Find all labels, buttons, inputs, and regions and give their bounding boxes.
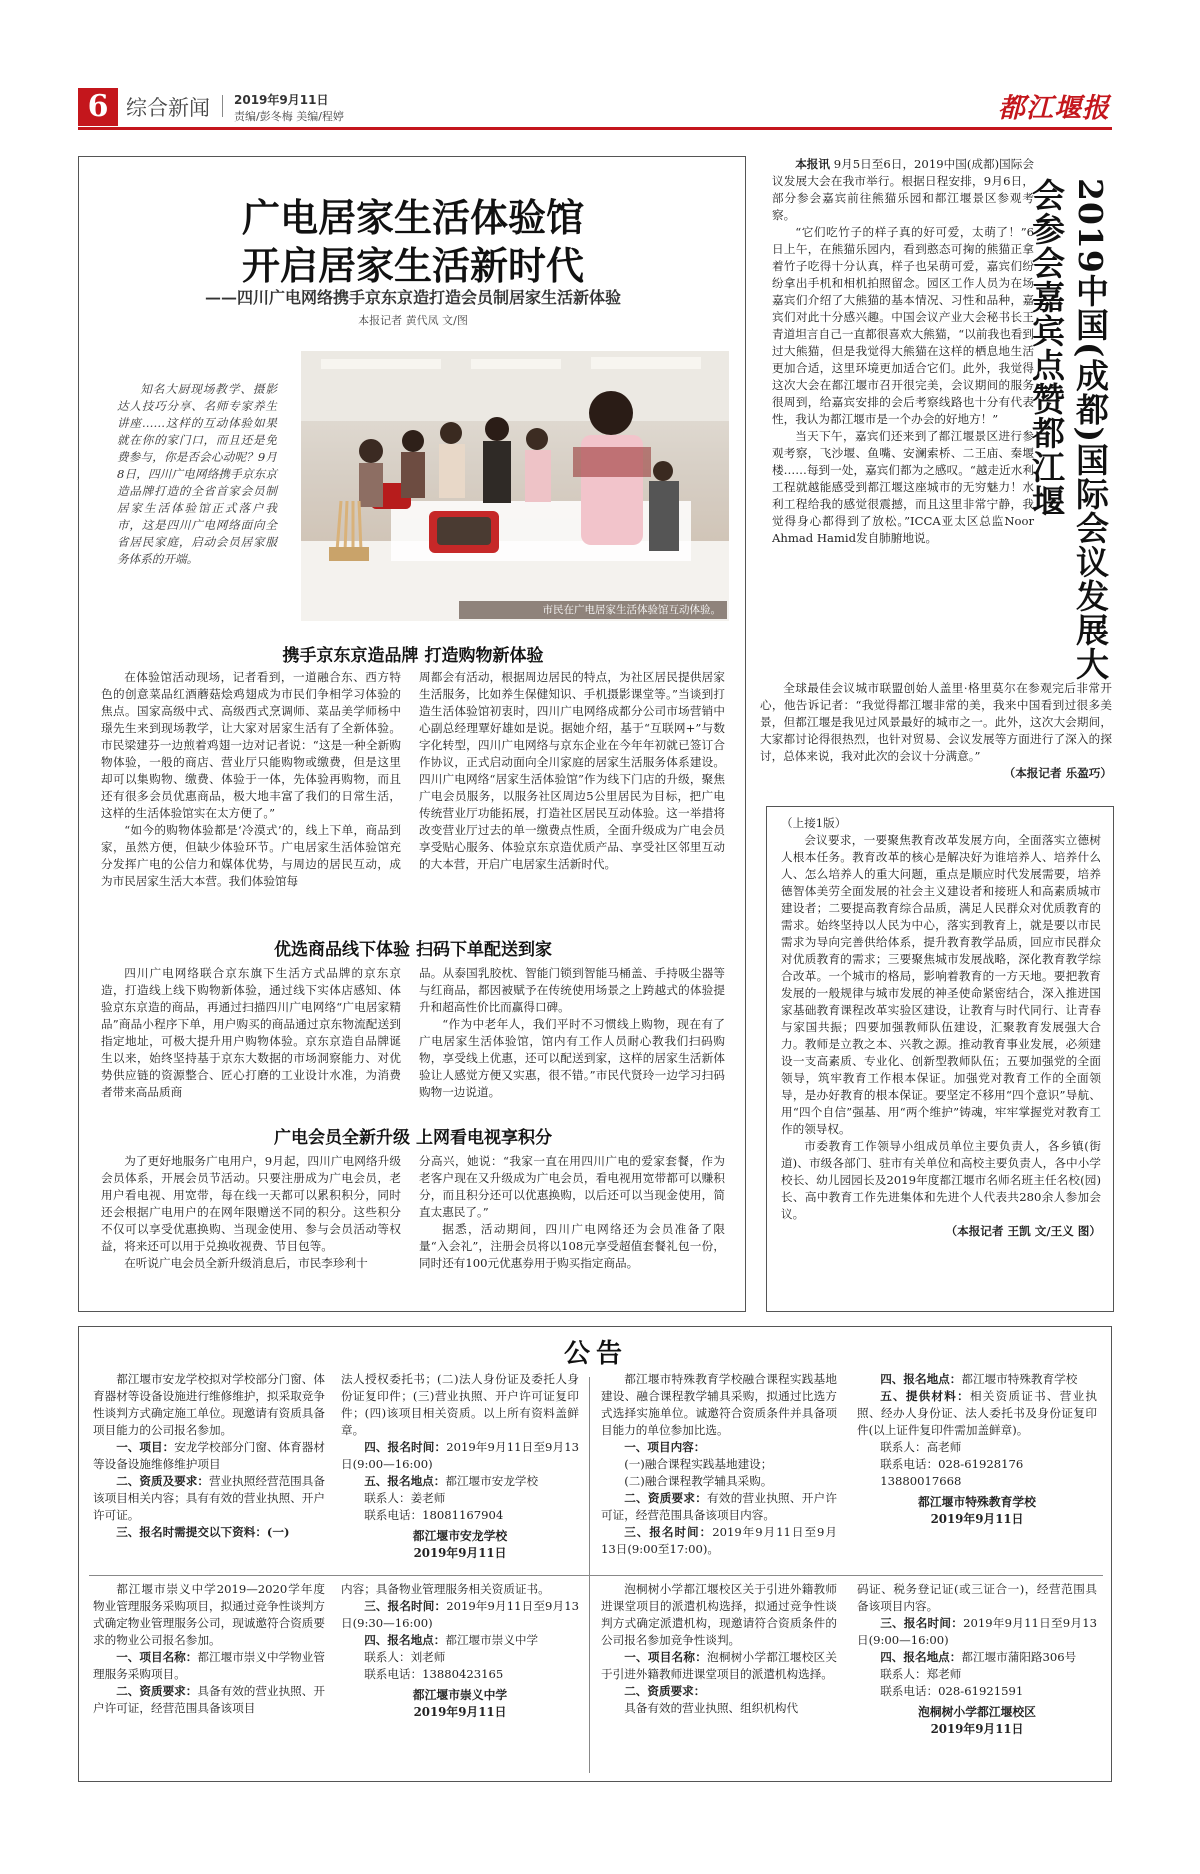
paragraph: 品。从泰国乳胶枕、智能门锁到智能马桶盖、手持吸尘器等与红商品，都因被赋予在传统使用场景之上跨越式的体验提升和超高性价比而赢得口碑。: [419, 966, 725, 1014]
notice-text: 13880017668: [880, 1474, 962, 1488]
notice-line: [341, 1490, 579, 1507]
notice-line: [857, 1388, 1097, 1439]
notice-column: [601, 1371, 837, 1558]
notice-text: 联系电话：028-61921591: [880, 1684, 1024, 1698]
notice-label: 四、报名地点：: [880, 1650, 962, 1664]
notice-signature: 泡桐树小学都江堰校区: [918, 1705, 1036, 1719]
notice-text: 泡桐树小学都江堰校区关于引进外籍教师进课堂项目的派遣机构选择，拟通过竞争性谈判方式确定派遣机构，现邀请符合资质条件的公司报名参加竞争性谈判。: [601, 1582, 837, 1647]
notice-line: [601, 1649, 837, 1683]
notice-text: 内容；具备物业管理服务相关资质证书。: [341, 1582, 550, 1596]
lead-paragraph: [117, 381, 277, 568]
paragraph: 在听说广电会员全新升级消息后，市民李珍利十: [124, 1256, 368, 1270]
page-number: 6: [78, 88, 118, 126]
section-name: 综合新闻: [126, 96, 210, 120]
main-photo: [301, 351, 729, 621]
notice-line: [93, 1581, 325, 1649]
paragraph: 当天下午，嘉宾们还来到了都江堰景区进行参观考察，飞沙堰、鱼嘴、安澜索桥、二王庙、秦堰楼……每到一处，嘉宾们都为之感叹。“越走近水利工程就越能感受到都江堰这座城市的无穷魅力！水利工程给我的感觉很震撼，而且这里非常宁静，我觉得身心都得到了放松。”ICCA亚太区总监Noor Ahmad Hamid发自肺腑地说。: [772, 429, 1034, 545]
notice-text: 联系电话：13880423165: [364, 1667, 504, 1681]
notice-line: [93, 1683, 325, 1717]
education-body: [781, 815, 1101, 1240]
paragraph: 9月5日至6日，2019中国(成都)国际会议发展大会在我市举行。根据日程安排，9月6日，部分参会嘉宾前往熊猫乐园和都江堰景区参观考察。: [772, 157, 1034, 222]
notice-date: 2019年9月11日: [413, 1546, 507, 1560]
notice-text: 码证、税务登记证(或三证合一)，经营范围具备该项目内容。: [857, 1582, 1097, 1613]
notice-column: [341, 1371, 579, 1562]
notice-column: [601, 1581, 837, 1717]
main-subtitle: ——四川广电网络携手京东京造打造会员制居家生活新体验: [204, 288, 621, 307]
notice-date: 2019年9月11日: [930, 1722, 1024, 1736]
notice-text: 都江堰市安龙学校: [445, 1474, 539, 1488]
notice-text: 2019年9月11日至9月13日(9:00—16:00): [341, 1440, 579, 1471]
notice-line: [93, 1371, 325, 1439]
notice-line: [601, 1371, 837, 1439]
notice-label: 二、资质要求：: [624, 1491, 708, 1505]
notice-line: [341, 1598, 579, 1632]
notice-line: [601, 1473, 837, 1490]
paragraph: 市委教育工作领导小组成员单位主要负责人，各乡镇(街道)、市级各部门、驻市有关单位和高校主要负责人，各中小学校长、幼儿园园长及2019年度都江堰市名师名班主任名校(园)长、高中教育工作先进集体和先进个人代表共280余人参加会议。: [781, 1139, 1101, 1221]
notice-label: 三、报名时间：: [880, 1616, 964, 1630]
notice-label: 二、资质要求：: [624, 1684, 706, 1698]
notice-text: 具备有效的营业执照、组织机构代: [624, 1701, 799, 1715]
lead-text: 知名大厨现场教学、摄影达人技巧分享、名师专家养生讲座……这样的互动体验如果就在你的家门口，而且还是免费参与，你是否会心动呢？9月8日，四川广电网络携手京东京造品牌打造的全省首家会员制居家生活体验馆正式落户我市，这是四川广电网络面向全省居民家庭，启动会员居家服务体系的开端。: [117, 382, 277, 566]
notice-label: 一、项目：: [116, 1440, 175, 1454]
notice-line: [857, 1371, 1097, 1388]
notice-text: 都江堰市崇义中学: [445, 1633, 539, 1647]
section2-right-column: [419, 965, 725, 1101]
notice-column: [341, 1581, 579, 1721]
notice-title: 公告: [563, 1339, 628, 1369]
paragraph: “如今的购物体验都是‘冷漠式’的，线上下单，商品到家，虽然方便，但缺少体验环节。广电居家生活体验馆充分发挥广电的公信力和媒体优势，与周边的居民互动，成为市民居家生活大本营。我们体验馆每: [101, 823, 401, 888]
section1-left-column: [101, 669, 401, 890]
notice-line: [857, 1473, 1097, 1490]
notice-text: 都江堰市安龙学校拟对学校部分门窗、体育器材等设备设施进行维修维护，拟采取竞争性谈判方式确定施工单位。现邀请有资质具备项目能力的公司报名参加。: [93, 1372, 325, 1437]
expo-article: [760, 156, 1114, 780]
notice-line: [857, 1649, 1097, 1666]
notice-text: 2019年9月11日至9月13日(9:00—16:00): [857, 1616, 1097, 1647]
paragraph: 周都会有活动，根据周边居民的特点，为社区居民提供居家生活服务，比如养生保健知识、手机摄影课堂等。”当谈到打造生活体验馆初衷时，四川广电网络成都分公司市场营销中心副总经理覃好雄如是说。据她介绍，基于“互联网+”与数字化转型，四川广电网络与京东企业在今年年初就已签订合作协议，正式启动面向全川家庭的居家生活服务体系建设。四川广电网络“居家生活体验馆”作为线下门店的升级，聚焦广电会员服务，以服务社区周边5公里居民为目标，把广电传统营业厅功能拓展，打造社区居民互动体验。这一举措将改变营业厅过去的单一缴费点性质，全面升级成为广电会员享受贴心服务、体验京东京造优质产品、享受社区邻里互动的大本营，开启广电居家生活新时代。: [419, 670, 725, 871]
notice-text: 联系人：郑老师: [880, 1667, 962, 1681]
notice-text: 法人授权委托书；(二)法人身份证及委托人身份证复印件；(三)营业执照、开户许可证复印件；(四)该项目相关资质。以上所有资料盖鲜章。: [341, 1372, 579, 1437]
header-rule: [78, 127, 1112, 130]
notice-column: [93, 1371, 325, 1541]
notice-line: [341, 1666, 579, 1683]
paragraph: “它们吃竹子的样子真的好可爱，太萌了！”6日上午，在熊猫乐园内，看到憨态可掬的熊猫正拿着竹子吃得十分认真，样子也呆萌可爱，嘉宾们纷纷拿出手机和相机拍照留念。园区工作人员为在场嘉宾们介绍了大熊猫的基本情况、习性和品种，嘉宾们对此十分感兴趣。中国会议产业大会秘书长王青道坦言自己一直都很喜欢大熊猫，“以前我也看到过大熊猫，但是我觉得大熊猫在这样的栖息地生活更加合适，这里环境更加适合它们。此外，我觉得这次大会在都江堰市召开很完美，会议期间的服务很周到，给嘉宾安排的会后考察线路也十分有代表性，我认为都江堰市是一个办会的好地方！”: [772, 225, 1034, 426]
notice-date: 2019年9月11日: [413, 1705, 507, 1719]
cooking-scene-illustration: [301, 351, 729, 621]
expo-body: [772, 156, 1034, 547]
notice-line: [341, 1371, 579, 1439]
section2-heading: 优选商品线下体验 扫码下单配送到家: [274, 940, 552, 960]
notice-label: 二、资质及要求：: [116, 1474, 209, 1488]
notice-line: [857, 1615, 1097, 1649]
notice-label: 一、项目内容：: [624, 1440, 706, 1454]
expo-byline: （本报记者 乐盈巧）: [1003, 766, 1112, 780]
paragraph: 会议要求，一要聚焦教育改革发展方向，全面落实立德树人根本任务。教育改革的核心是解决好为谁培养人、培养什么人、怎么培养人的重大问题，重点是顺应时代发展需要，培养德智体美劳全面发展的社会主义建设者和接班人和高素质城市建设者；二要提高教育综合品质，满足人民群众对优质教育的需求。始终坚持以人民为中心，落实到教育上，就是要以市民需求为导向完善供给体系，提升教育教学品质，回应市民群众对优质教育的需求；三要聚焦城市发展战略，深化教育教学综合改革。一个城市的格局，影响着教育的一方天地。要把教育发展的一般规律与城市发展的神圣使命紧密结合，深入推进国家基础教育课程改革实验区建设，让教育与时代同行、让青春与家国共振；四要加强教师队伍建设，汇聚教育发展强大合力。教师是立教之本、兴教之源。推动教育事业发展，必须建设一支高素质、专业化、创新型教师队伍；五要加强党的全面领导，筑牢教育工作根本保证。加强党对教育工作的全面领导，是办好教育的根本保证。要坚定不移用“四个意识”导航、用“四个自信”强基、用“两个维护”铸魂，牢牢掌握党对教育工作的领导权。: [781, 833, 1101, 1136]
notice-line: [93, 1524, 325, 1541]
notice-label: 五、提供材料：: [880, 1389, 970, 1403]
notice-text: (一)融合课程实践基地建设；: [624, 1457, 773, 1471]
notice-line: [857, 1439, 1097, 1456]
section2-left-column: [101, 965, 401, 1101]
notice-line: [601, 1581, 837, 1649]
paragraph: 据悉，活动期间，四川广电网络还为会员准备了限量“入会礼”，注册会员将以108元享受超值套餐礼包一份，同时还有100元优惠券用于购买指定商品。: [419, 1222, 725, 1270]
notice-text: 联系电话：028-61928176: [880, 1457, 1024, 1471]
notice-line: [601, 1456, 837, 1473]
main-byline: 本报记者 黄代凤 文/图: [358, 314, 468, 327]
main-article: [78, 156, 746, 1312]
paragraph: 分高兴，她说：“我家一直在用四川广电的爱家套餐，作为老客户现在又升级成为广电会员，看电视用宽带都可以赚积分，而且积分还可以优惠换购，以后还可以当现金使用，简直太惠民了。”: [419, 1154, 725, 1219]
main-title-line1: 广电居家生活体验馆: [241, 195, 584, 240]
notice-text: 都江堰市特殊教育学校融合课程实践基地建设、融合课程教学辅具采购，拟通过比选方式选择实施单位。诚邀符合资质条件并具备项目能力的单位参加比选。: [601, 1372, 837, 1437]
notice-line: [601, 1490, 837, 1524]
education-byline: （本报记者 王凯 文/王义 图）: [945, 1224, 1101, 1238]
paragraph: 在体验馆活动现场，记者看到，一道融合东、西方特色的创意菜品红酒蘑菇烩鸡翅成为市民们争相学习体验的焦点。国家高级中式、高级西式烹调师、菜品美学师杨中璟先生来到现场教学，让大家对居家生活有了全新体验。市民梁建芬一边煎着鸡翅一边对记者说：“这是一种全新购物体验，一般的商店、营业厅只能购物或缴费，但是这里却可以集购物、缴费、体验于一体，先体验再购物，而且还有很多会员优惠商品，极大地丰富了我们的日常生活，这样的生活体验馆实在太方便了。”: [101, 670, 401, 820]
notice-label: 五、报名地点：: [364, 1474, 446, 1488]
notice-text: 联系电话：18081167904: [364, 1508, 504, 1522]
notice-text: 相关资质证书、营业执照、经办人身份证、法人委托书及身份证复印件(以上证件复印件需加盖鲜章)。: [857, 1389, 1097, 1437]
notice-label: 二、资质要求：: [116, 1684, 198, 1698]
notice-label: 一、项目名称：: [624, 1650, 708, 1664]
notice-line: [601, 1524, 837, 1558]
notice-line: [341, 1581, 579, 1598]
notice-signature: 都江堰市安龙学校: [412, 1529, 508, 1543]
paragraph: 全球最佳会议城市联盟创始人盖里·格里莫尔在参观完后非常开心，他告诉记者：“我觉得都江堰非常的美，我来中国看到过很多美景，但都江堰是我见过风景最好的城市之一。此外，这次大会期间，大家都讨论得很热烈，也针对贸易、会议发展等方面进行了深入的探讨，总体来说，我对此次的会议十分满意。”: [760, 681, 1112, 763]
notice-board: [78, 1326, 1112, 1782]
section1-heading: 携手京东京造品牌 打造购物新体验: [282, 646, 544, 666]
notice-signature: 都江堰市特殊教育学校: [918, 1495, 1036, 1509]
editors-credit: 责编/彭冬梅 美编/程婷: [234, 110, 344, 123]
notice-label: 三、报名时间：: [364, 1599, 447, 1613]
notice-date: 2019年9月11日: [930, 1512, 1024, 1526]
notice-line: [857, 1666, 1097, 1683]
paragraph: 四川广电网络联合京东旗下生活方式品牌的京东京造，打造线上线下购物新体验，通过线下实体店感知、体验京东京造的商品，再通过扫描四川广电网络“广电居家精品”商品小程序下单，用户购买的商品通过京东物流配送到指定地址，可极大提升用户购物体验。京东京造自品牌诞生以来，始终坚持基于京东大数据的市场洞察能力、对优势供应链的资源整合、匠心打磨的工业设计水准，为消费者带来高品质商: [101, 966, 401, 1099]
notice-chongyi: [93, 1581, 583, 1777]
notice-line: [341, 1649, 579, 1666]
notice-line: [93, 1649, 325, 1683]
notice-label: 四、报名时间：: [364, 1440, 447, 1454]
main-title-line2: 开启居家生活新时代: [241, 243, 584, 288]
notice-text: 有效的营业执照、开户许可证，经营范围具备该项目内容。: [601, 1491, 837, 1522]
notice-line: [601, 1683, 837, 1700]
notice-line: [341, 1473, 579, 1490]
notice-column: [93, 1581, 325, 1717]
notice-line: [341, 1507, 579, 1524]
notice-text: 都江堰市特殊教育学校: [961, 1372, 1078, 1386]
notice-line: [857, 1683, 1097, 1700]
notice-line: [341, 1439, 579, 1473]
notice-text: 泡桐树小学都江堰校区关于引进外籍教师进课堂项目的派遣机构选择。: [601, 1650, 837, 1681]
notice-label: 四、报名地点：: [364, 1633, 446, 1647]
notice-text: 联系人：姜老师: [364, 1491, 446, 1505]
notice-signature: 都江堰市崇义中学: [412, 1688, 508, 1702]
section3-left-column: [101, 1153, 401, 1272]
section1-right-column: [419, 669, 725, 873]
notice-text: 联系人：刘老师: [364, 1650, 446, 1664]
notice-text: 2019年9月11日至9月13日(9:30—16:00): [341, 1599, 579, 1630]
paragraph: 为了更好地服务广电用户，9月起，四川广电网络升级会员体系，开展会员节活动。只要注册成为广电会员，老用户看电视、用宽带，每在线一天都可以累积积分，同时还会根据广电用户的在网年限赠送不同的积分。这些积分不仅可以享受优惠换购、当现金使用、参与会员活动等权益，将来还可以用于兑换收视费、节目包等。: [101, 1154, 401, 1253]
notice-text: 都江堰市崇义中学2019—2020学年度物业管理服务采购项目，拟通过竞争性谈判方式确定物业管理服务公司，现诚邀符合资质要求的物业公司报名参加。: [93, 1582, 325, 1647]
education-article: [766, 806, 1114, 1312]
section3-right-column: [419, 1153, 725, 1272]
notice-line: [93, 1439, 325, 1473]
notice-text: 2019年9月11日至9月13日(9:00至17:00)。: [601, 1525, 837, 1556]
notice-text: 营业执照经营范围具备该项目相关内容；具有有效的营业执照、开户许可证。: [93, 1474, 325, 1522]
notice-label: 三、报名时间：: [624, 1525, 713, 1539]
notice-text: (二)融合课程教学辅具采购。: [624, 1474, 773, 1488]
notice-line: [857, 1581, 1097, 1615]
notice-text: 具备有效的营业执照、开户许可证，经营范围具备该项目: [93, 1684, 325, 1715]
notice-line: [601, 1439, 837, 1456]
notice-horizontal-divider: [89, 1575, 1103, 1576]
notice-label: 一、项目名称：: [116, 1650, 198, 1664]
notice-paotongshu: [601, 1581, 1101, 1777]
issue-date: 2019年9月11日: [234, 93, 329, 107]
paragraph: “作为中老年人，我们平时不习惯线上购物，现在有了广电居家生活体验馆，馆内有工作人员耐心教我们扫码购物，享受线上优惠，还可以配送到家，这样的居家生活新体验让人感觉方便又实惠，很不错。”市民代贤玲一边学习扫码购物一边说道。: [419, 1017, 725, 1099]
section3-heading: 广电会员全新升级 上网看电视享积分: [274, 1128, 552, 1148]
notice-text: 安龙学校部分门窗、体育器材等设备设施维修维护项目: [93, 1440, 325, 1471]
expo-tail: [760, 680, 1112, 782]
notice-line: [341, 1632, 579, 1649]
photo-caption: 市民在广电居家生活体验馆互动体验。: [459, 601, 727, 619]
notice-text: 联系人：高老师: [880, 1440, 962, 1454]
notice-column: [857, 1371, 1097, 1528]
notice-text: 都江堰市蒲阳路306号: [961, 1650, 1077, 1664]
notice-line: [857, 1456, 1097, 1473]
notice-line: [601, 1700, 837, 1717]
notice-special-school: [601, 1371, 1101, 1571]
expo-title: 2019中国(成都)国际会议发展大会参会嘉宾点赞都江堰: [1027, 178, 1110, 682]
expo-lead-label: 本报讯: [795, 157, 831, 171]
continued-note: （上接1版）: [781, 816, 847, 830]
notice-anlong: [93, 1371, 583, 1571]
header-divider: [222, 95, 223, 117]
notice-text: 都江堰市崇义中学物业管理服务采购项目。: [93, 1650, 325, 1681]
paper-logo: 都江堰报: [998, 93, 1110, 124]
notice-column: [857, 1581, 1097, 1738]
notice-label: 三、报名时需提交以下资料：(一): [116, 1525, 290, 1539]
notice-line: [93, 1473, 325, 1524]
notice-label: 四、报名地点：: [880, 1372, 962, 1386]
